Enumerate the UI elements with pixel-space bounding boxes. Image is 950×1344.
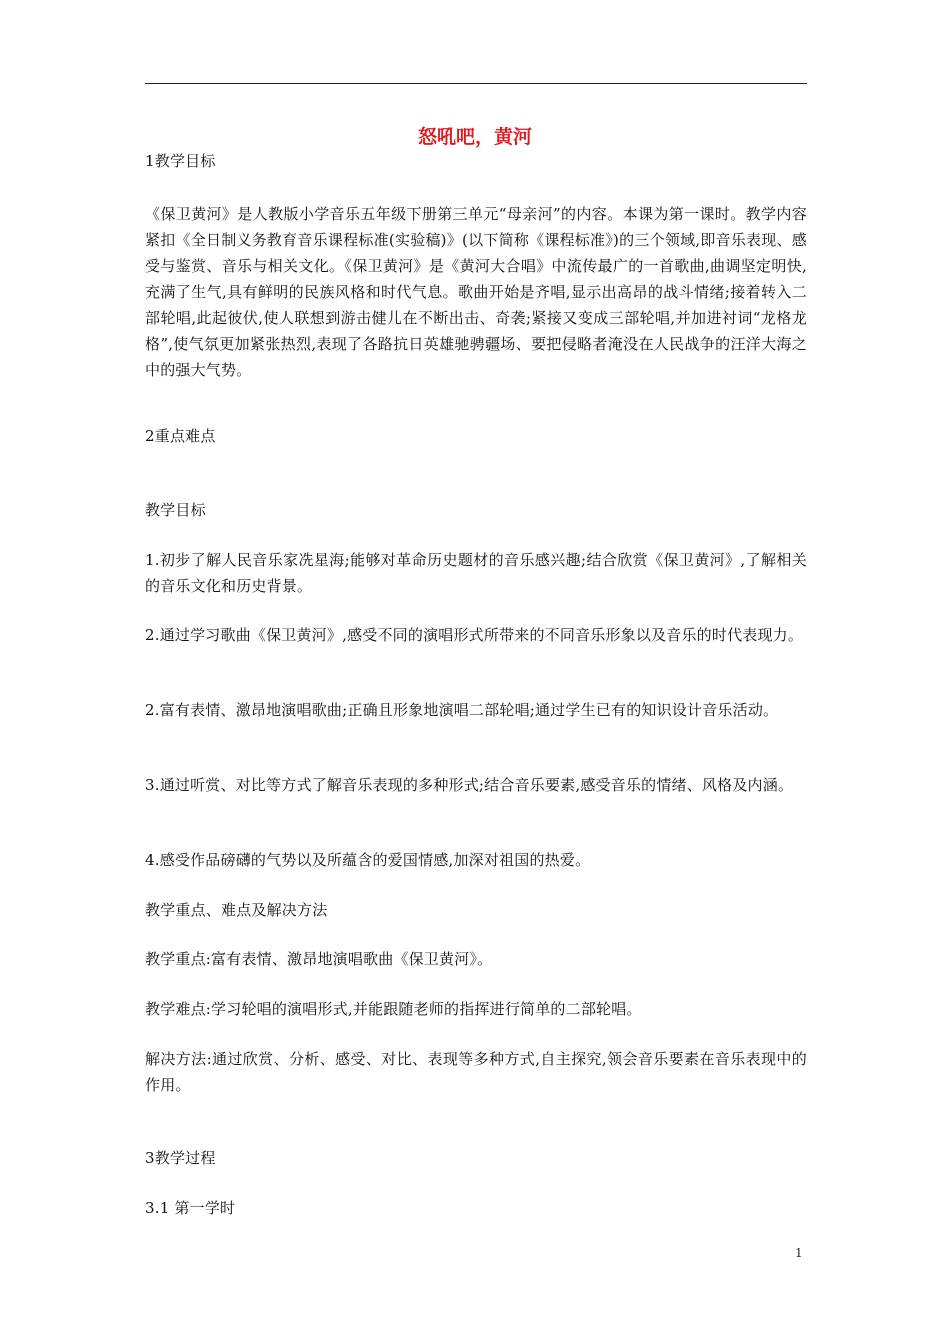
- header-rule: [145, 83, 807, 84]
- goal-item-1: 1.初步了解人民音乐家冼星海;能够对革命历史题材的音乐感兴趣;结合欣赏《保卫黄河》,了解相关的音乐文化和历史背景。: [145, 551, 807, 595]
- solution: 解决方法:通过欣赏、分析、感受、对比、表现等多种方式,自主探究,领会音乐要素在音乐表现中的作用。: [145, 1050, 807, 1094]
- goal-item-2: 2.通过学习歌曲《保卫黄河》,感受不同的演唱形式所带来的不同音乐形象以及音乐的时代表现力。: [145, 626, 804, 644]
- difficult-point: 教学难点:学习轮唱的演唱形式,并能跟随老师的指挥进行简单的二部轮唱。: [145, 1000, 642, 1018]
- subsection-heading-3-1: 3.1 第一学时: [145, 1199, 236, 1217]
- document-title: 怒吼吧，黄河: [417, 126, 532, 148]
- key-difficult-heading: 教学重点、难点及解决方法: [145, 901, 328, 919]
- key-point: 教学重点:富有表情、激昂地演唱歌曲《保卫黄河》。: [145, 950, 493, 968]
- intro-paragraph: 《保卫黄河》是人教版小学音乐五年级下册第三单元“母亲河”的内容。本课为第一课时。教学内容紧扣《全日制义务教育音乐课程标准(实验稿)》(以下简称《课程标准》)的三个领域,即音乐表现、感受与鉴赏、音乐与相关文化。《保卫黄河》是《黄河大合唱》中流传最广的一首歌曲,曲调坚定明快,充满了生气,具有鲜明的民族风格和时代气息。歌曲开始是齐唱,显示出高昂的战斗情绪;接着转入二部轮唱,此起彼伏,使人联想到游击健儿在不断出击、奇袭;紧接又变成三部轮唱,并加进衬词“龙格龙格”,使气氛更加紧张热烈,表现了各路抗日英雄驰骋疆场、要把侵略者淹没在人民战争的汪洋大海之中的强大气势。: [145, 205, 807, 379]
- goals-heading: 教学目标: [145, 501, 206, 519]
- goal-item-3: 2.富有表情、激昂地演唱歌曲;正确且形象地演唱二部轮唱;通过学生已有的知识设计音乐活动。: [145, 701, 779, 719]
- section-heading-2: 2重点难点: [145, 427, 216, 445]
- page-number: 1: [795, 1246, 803, 1260]
- section-heading-1: 1教学目标: [145, 152, 216, 170]
- goal-item-4: 3.通过听赏、对比等方式了解音乐表现的多种形式;结合音乐要素,感受音乐的情绪、风格及内涵。: [145, 776, 794, 794]
- section-heading-3: 3教学过程: [145, 1149, 216, 1167]
- goal-item-5: 4.感受作品磅礴的气势以及所蕴含的爱国情感,加深对祖国的热爱。: [145, 851, 591, 869]
